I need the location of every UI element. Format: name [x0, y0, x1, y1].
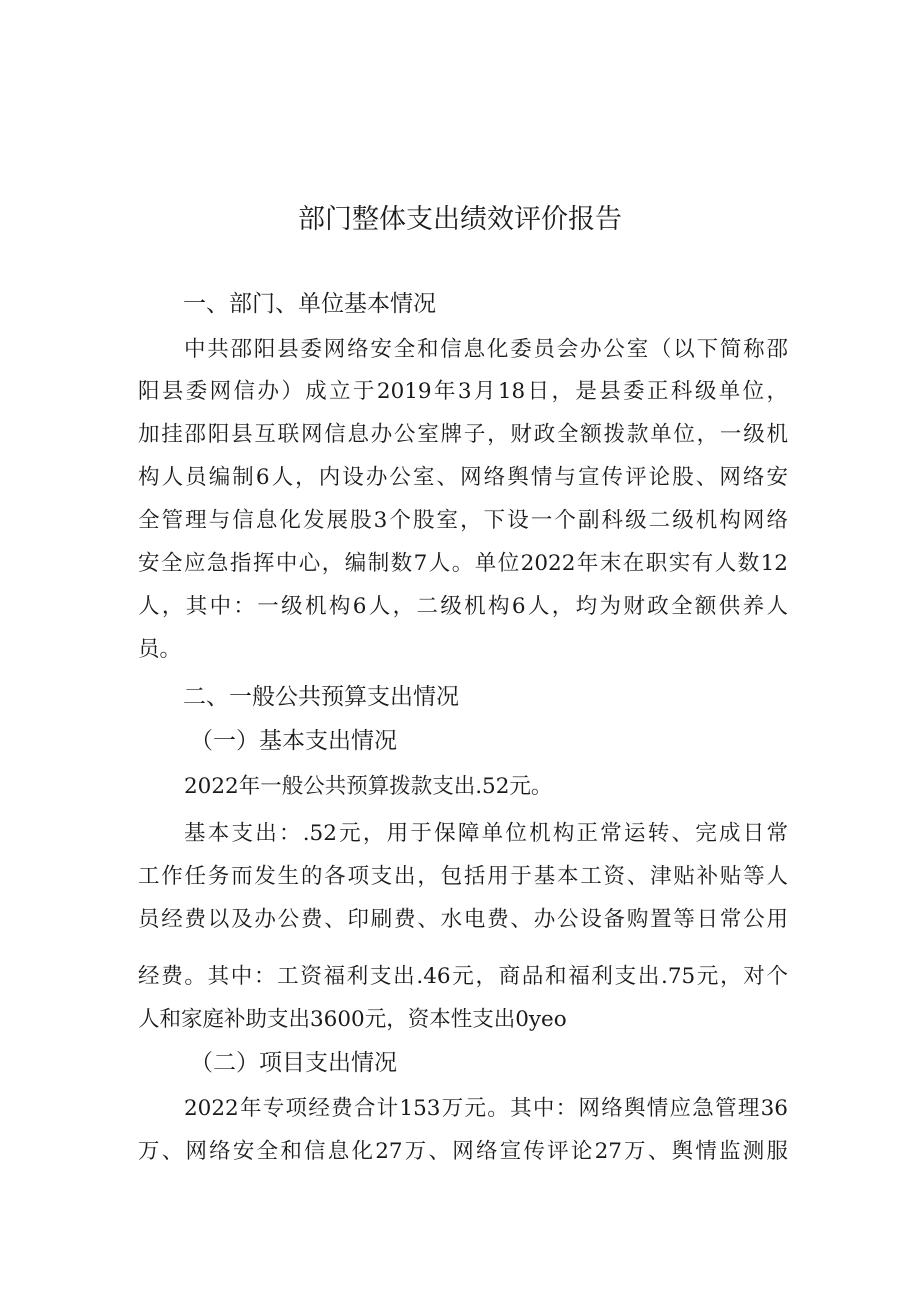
paragraph-line: 人，其中：一级机构6人，二级机构6人，均为财政全额供养人	[138, 594, 788, 619]
paragraph-line: 安全应急指挥中心，编制数7人。单位2022年末在职实有人数12	[138, 551, 788, 576]
subsection-1-heading: （一）基本支出情况	[190, 728, 397, 754]
paragraph-line: 经费。其中：工资福利支出.46元，商品和福利支出.75元，对个	[138, 964, 788, 989]
paragraph-line: 工作任务而发生的各项支出，包括用于基本工资、津贴补贴等人	[138, 864, 788, 889]
paragraph-line: 人和家庭补助支出3600元，资本性支出0yeo	[138, 1007, 567, 1032]
paragraph-line: 2022年专项经费合计153万元。其中：网络舆情应急管理36	[184, 1096, 788, 1121]
paragraph-line: 员。	[138, 637, 182, 662]
paragraph-line: 中共邵阳县委网络安全和信息化委员会办公室（以下简称邵	[184, 337, 788, 362]
document-title: 部门整体支出绩效评价报告	[298, 204, 622, 235]
paragraph-line: 2022年一般公共预算拨款支出.52元。	[184, 774, 553, 799]
section-1-heading: 一、部门、单位基本情况	[183, 291, 436, 317]
paragraph-line: 基本支出：.52元，用于保障单位机构正常运转、完成日常	[184, 821, 788, 846]
paragraph-line: 构人员编制6人，内设办公室、网络舆情与宣传评论股、网络安	[138, 465, 788, 490]
paragraph-line: 全管理与信息化发展股3个股室，下设一个副科级二级机构网络	[138, 508, 788, 533]
paragraph-line: 万、网络安全和信息化27万、网络宣传评论27万、舆情监测服	[138, 1139, 788, 1164]
subsection-2-heading: （二）项目支出情况	[190, 1050, 397, 1076]
section-2-heading: 二、一般公共预算支出情况	[183, 684, 459, 710]
paragraph-line: 阳县委网信办）成立于2019年3月18日，是县委正科级单位，	[138, 379, 788, 404]
paragraph-line: 加挂邵阳县互联网信息办公室牌子，财政全额拨款单位，一级机	[138, 422, 788, 447]
paragraph-line: 员经费以及办公费、印刷费、水电费、办公设备购置等日常公用	[138, 907, 788, 932]
